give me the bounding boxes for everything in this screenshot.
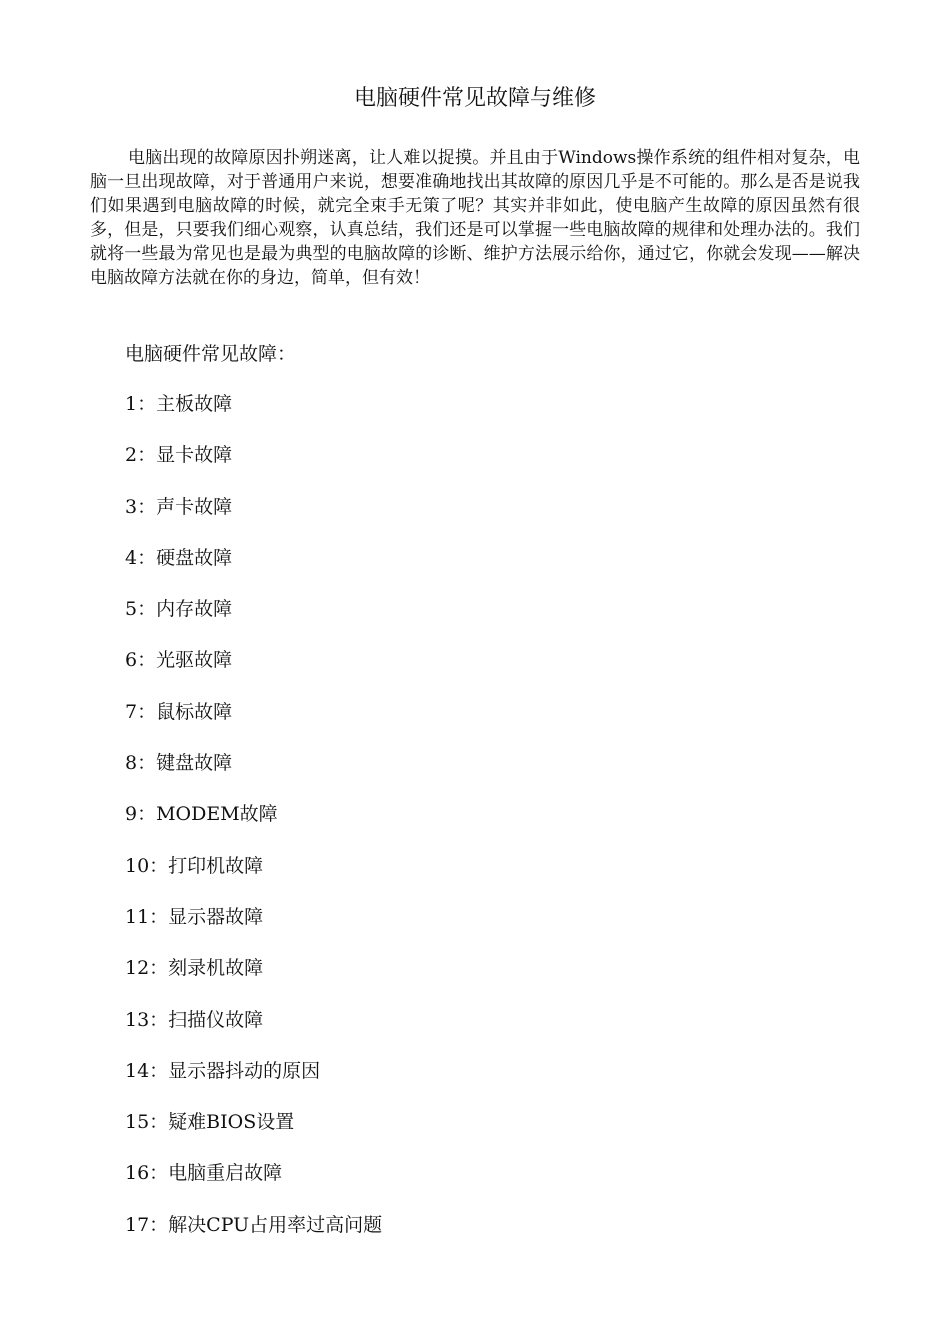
list-item: 6：光驱故障 — [125, 649, 233, 672]
list-item: 3：声卡故障 — [125, 495, 233, 518]
fault-list — [125, 390, 382, 1262]
list-item: 8：键盘故障 — [125, 752, 233, 775]
list-item: 1：主板故障 — [125, 393, 233, 415]
list-item: 11：显示器故障 — [125, 905, 264, 928]
section-heading: 电脑硬件常见故障： — [125, 343, 297, 365]
list-item: 5：内存故障 — [125, 598, 233, 621]
list-item: 2：显卡故障 — [125, 444, 233, 467]
list-item: 15：疑难BIOS设置 — [125, 1111, 295, 1134]
list-item: 4：硬盘故障 — [125, 546, 233, 569]
list-item: 13：扫描仪故障 — [125, 1008, 264, 1031]
page-title: 电脑硬件常见故障与维修 — [353, 86, 596, 111]
intro-paragraph: 电脑出现的故障原因扑朔迷离，让人难以捉摸。并且由于Windows操作系统的组件相对复杂，电脑一旦出现故障，对于普通用户来说，想要准确地找出其故障的原因几乎是不可能的。那么是否是说我们如果遇到电脑故障的时候，就完全束手无策了呢？其实并非如此，使电脑产生故障的原因虽然有很多，但是，只要我们细心观察，认真总结，我们还是可以掌握一些电脑故障的规律和处理办法的。我们就将一些最为常见也是最为典型的电脑故障的诊断、维护方法展示给你，通过它，你就会发现——解决电脑故障方法就在你的身边，简单，但有效！ — [90, 148, 860, 288]
list-item: 12：刻录机故障 — [125, 957, 264, 980]
list-item: 17：解决CPU占用率过高问题 — [125, 1213, 383, 1236]
list-item: 14：显示器抖动的原因 — [125, 1059, 321, 1082]
list-item: 9：MODEM故障 — [125, 803, 278, 826]
list-item: 10：打印机故障 — [125, 854, 264, 877]
list-item: 16：电脑重启故障 — [125, 1162, 283, 1185]
list-item: 7：鼠标故障 — [125, 700, 233, 723]
